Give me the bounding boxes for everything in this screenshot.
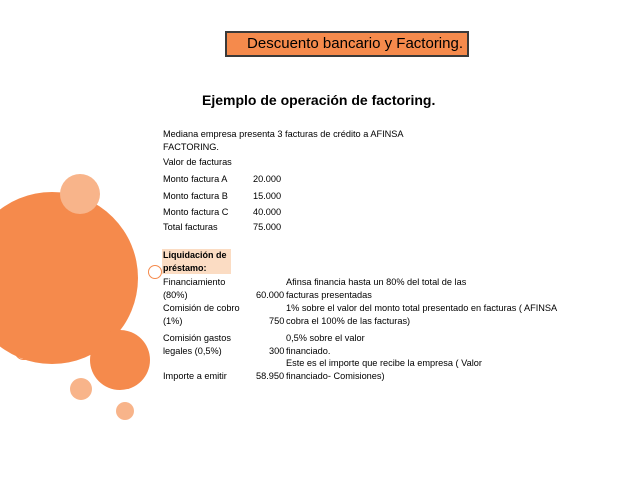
liq-value: 750 (269, 316, 285, 326)
row-label: Monto factura C (163, 207, 229, 217)
liq-note: cobra el 100% de las facturas) (286, 316, 411, 326)
liq-value: 300 (269, 346, 285, 356)
liquidation-header: Liquidación de préstamo: (162, 249, 231, 274)
liq-note: 0,5% sobre el valor (286, 333, 365, 343)
liq-value: 58.950 (256, 371, 285, 381)
decor-ring-top (148, 265, 162, 279)
intro-text: Mediana empresa presenta 3 facturas de crédito a AFINSA FACTORING. (163, 129, 404, 152)
liq-note: 1% sobre el valor del monto total presentado en facturas ( AFINSA (286, 303, 558, 313)
decor-circle-top (60, 174, 100, 214)
liq-label: (1%) (163, 316, 183, 326)
row-value: 15.000 (253, 191, 282, 201)
row-value: 75.000 (253, 222, 282, 232)
decor-circle-bottom (116, 402, 134, 420)
row-label: Monto factura A (163, 174, 228, 184)
liq-note: financiado. (286, 346, 331, 356)
liq-label: Financiamiento (163, 277, 226, 287)
liq-label: Comisión de cobro (163, 303, 240, 313)
liq-note: facturas presentadas (286, 290, 372, 300)
liq-label: legales (0,5%) (163, 346, 222, 356)
liq-value: 60.000 (256, 290, 285, 300)
liq-note: Afinsa financia hasta un 80% del total de las (286, 277, 467, 287)
decor-ring-bottom (14, 340, 34, 360)
row-label: Total facturas (163, 222, 218, 232)
row-value: 40.000 (253, 207, 282, 217)
row-value: 20.000 (253, 174, 282, 184)
liq-note: Este es el importe que recibe la empresa ( Valor (286, 358, 482, 368)
decor-circle-small (70, 378, 92, 400)
liq-note: financiado- Comisiones) (286, 371, 385, 381)
slide-subtitle: Ejemplo de operación de factoring. (202, 92, 436, 108)
slide-title: Descuento bancario y Factoring. (225, 31, 469, 57)
decor-circle-medium (90, 330, 150, 390)
liq-label: (80%) (163, 290, 188, 300)
liq-label: Importe a emitir (163, 371, 227, 381)
liq-label: Comisión gastos (163, 333, 231, 343)
row-label: Monto factura B (163, 191, 228, 201)
